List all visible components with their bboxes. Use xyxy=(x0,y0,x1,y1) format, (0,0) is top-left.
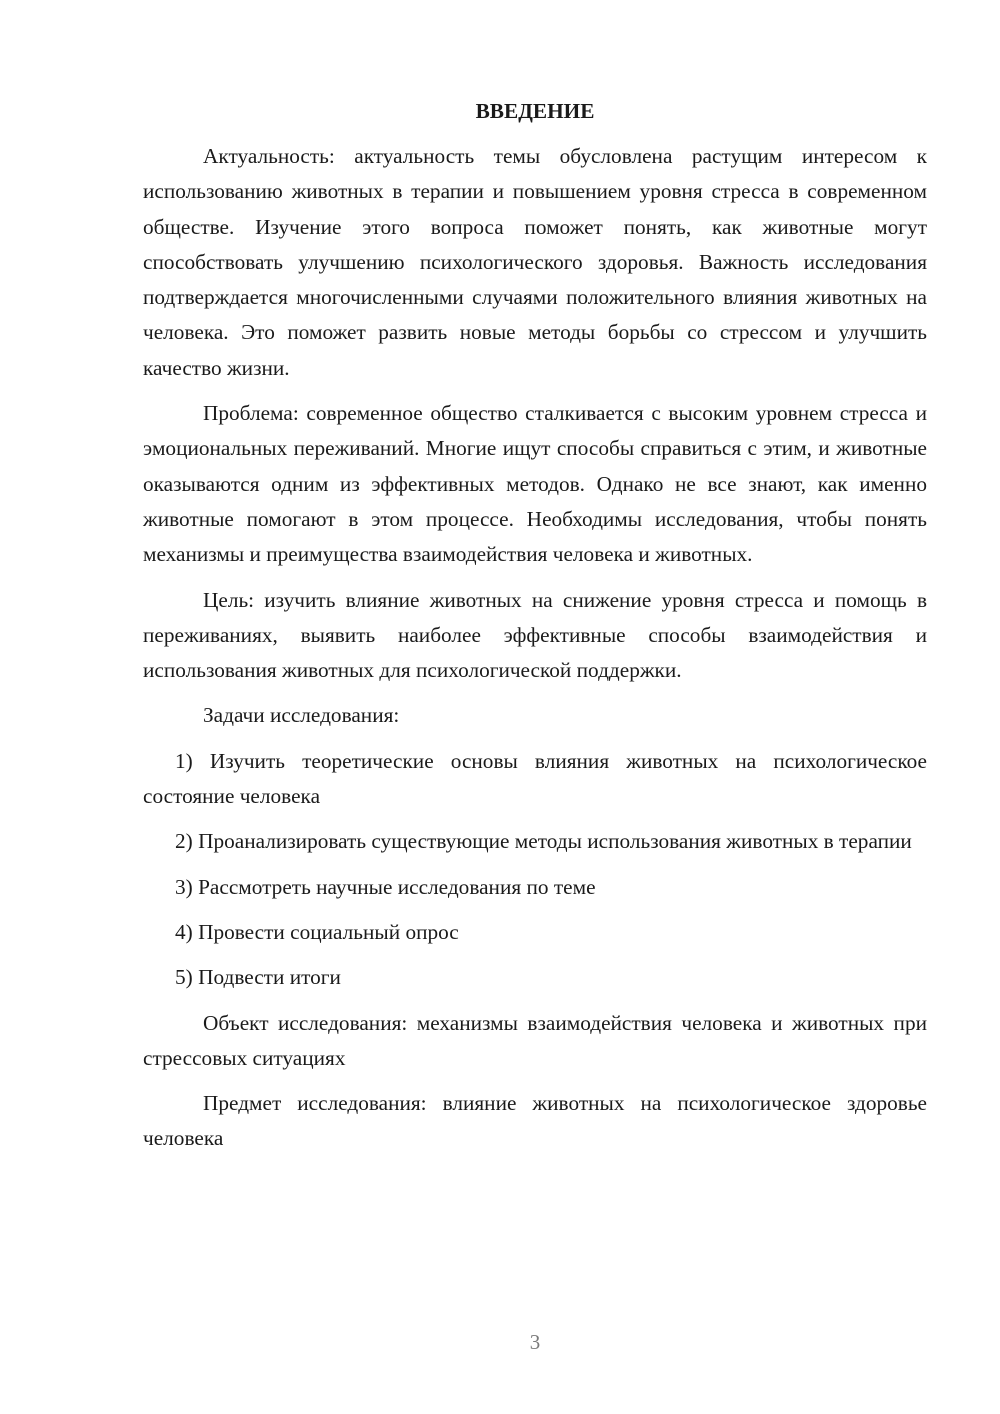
tasks-title: Задачи исследования: xyxy=(203,703,400,728)
problem-paragraph: Проблема: современное общество сталкивается с высоким уровнем стресса и эмоциональных переживаний. Многие ищут способы справиться с этим, и животные оказываются одним из эффективных методов. Однако не все знают, как именно животные помогают в этом процессе. Необходимы исследования, чтобы понять механизмы и преимущества взаимодействия человека и животных. xyxy=(143,401,927,567)
page-number: 3 xyxy=(529,1330,541,1354)
subject-paragraph: Предмет исследования: влияние животных на психологическое здоровье человека xyxy=(143,1091,927,1151)
goal-paragraph: Цель: изучить влияние животных на снижение уровня стресса и помощь в переживаниях, выявить наиболее эффективные способы взаимодействия и использования животных для психологической поддержки. xyxy=(143,587,927,683)
task-item: 5) Подвести итоги xyxy=(175,965,341,990)
task-item: 1) Изучить теоретические основы влияния животных на психологическое состояние человека xyxy=(143,748,927,809)
task-item: 3) Рассмотреть научные исследования по теме xyxy=(175,874,596,899)
task-item: 4) Провести социальный опрос xyxy=(175,919,459,944)
task-item: 2) Проанализировать существующие методы использования животных в терапии xyxy=(175,829,912,854)
relevance-paragraph: Актуальность: актуальность темы обусловлена растущим интересом к использованию животных в терапии и повышением уровня стресса в современном обществе. Изучение этого вопроса поможет понять, как животные могут способствовать улучшению психологического здоровья. Важность исследования подтверждается многочисленными случаями положительного влияния животных на человека. Это поможет развить новые методы борьбы со стрессом и улучшить качество жизни. xyxy=(143,144,927,380)
object-paragraph: Объект исследования: механизмы взаимодействия человека и животных при стрессовых ситуациях xyxy=(143,1010,927,1070)
page-content xyxy=(143,94,927,1167)
page-heading: ВВЕДЕНИЕ xyxy=(475,99,595,123)
